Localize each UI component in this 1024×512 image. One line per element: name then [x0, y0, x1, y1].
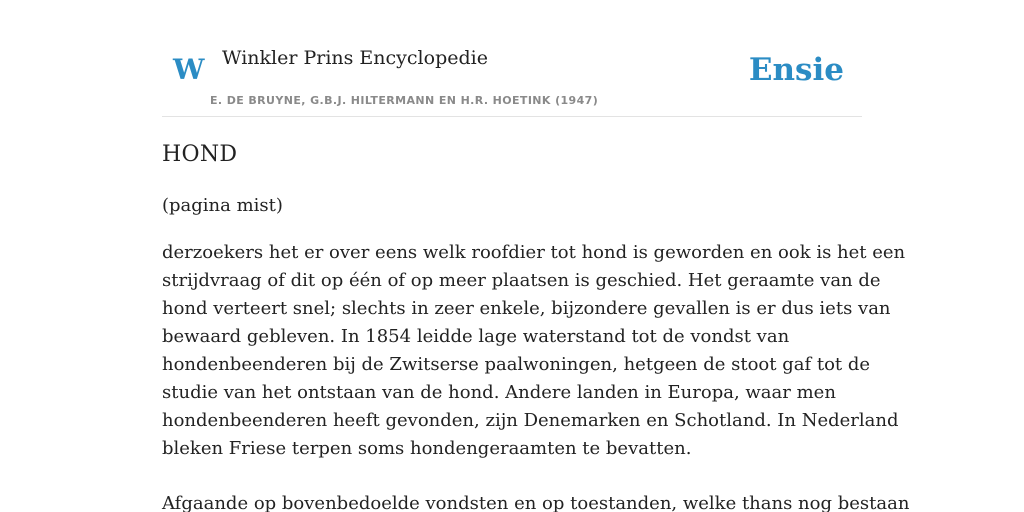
- entry-note: (pagina mist): [162, 195, 283, 216]
- paragraph: [162, 239, 906, 463]
- site-header: [162, 0, 862, 117]
- entry-body: [162, 239, 910, 512]
- text-line: hondenbeenderen bij de Zwitserse paalwoningen, hetgeen de stoot gaf tot de: [162, 354, 871, 375]
- text-line: Afgaande op bovenbedoelde vondsten en op toestanden, welke thans nog bestaan: [162, 493, 910, 512]
- text-line: bleken Friese terpen soms hondengeraamten te bevatten.: [162, 438, 692, 459]
- text-line: hond verteert snel; slechts in zeer enkele, bijzondere gevallen is er dus iets van: [162, 298, 891, 319]
- text-line: derzoekers het er over eens welk roofdier tot hond is geworden en ook is het een: [162, 242, 906, 263]
- text-line: studie van het ontstaan van de hond. Andere landen in Europa, waar men: [162, 382, 836, 403]
- text-line: strijdvraag of dit op één of op meer plaatsen is geschied. Het geraamte van de: [162, 270, 881, 291]
- publication-logo[interactable]: W: [173, 53, 205, 86]
- text-line: hondenbeenderen heeft gevonden, zijn Denemarken en Schotland. In Nederland: [162, 410, 899, 431]
- paragraph: [162, 490, 910, 512]
- publication-title[interactable]: Winkler Prins Encyclopedie: [222, 47, 488, 69]
- entry-title: HOND: [162, 142, 238, 167]
- publication-authors: E. DE BRUYNE, G.B.J. HILTERMANN EN H.R. HOETINK (1947): [210, 94, 599, 107]
- text-line: bewaard gebleven. In 1854 leidde lage waterstand tot de vondst van: [162, 326, 790, 347]
- brand-logo[interactable]: Ensie: [748, 52, 844, 88]
